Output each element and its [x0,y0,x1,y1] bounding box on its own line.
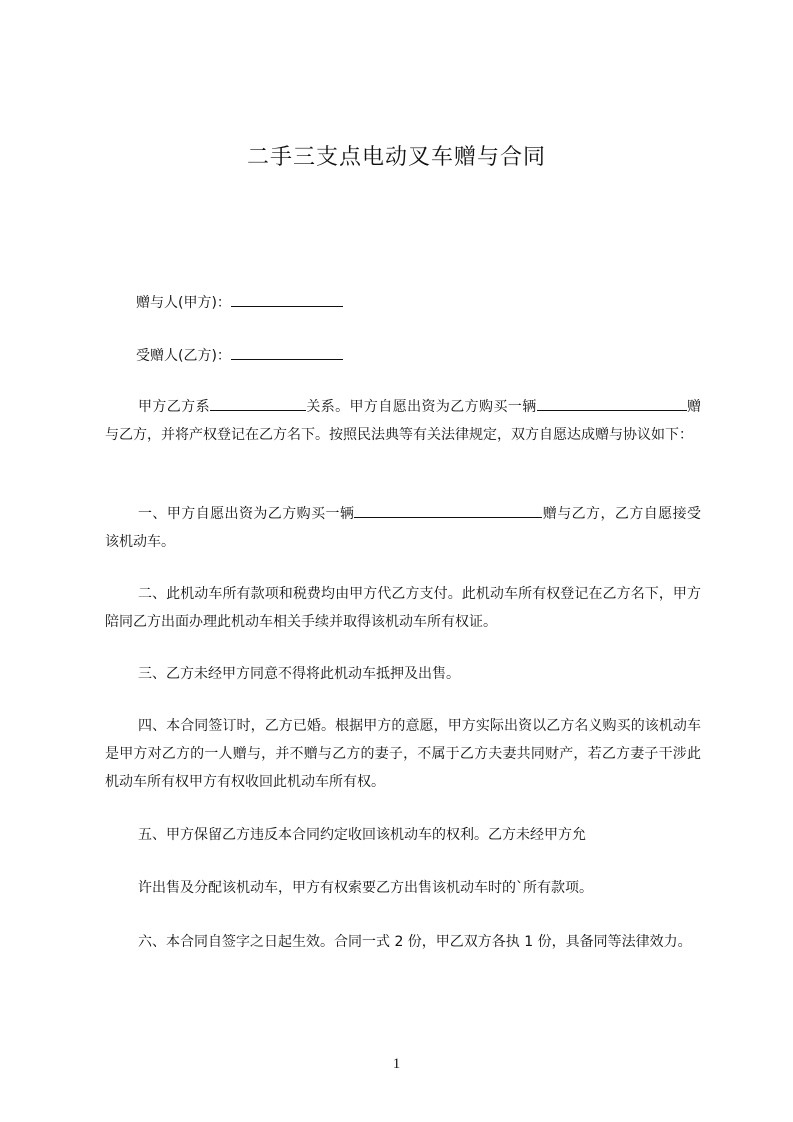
intro-text-3: 赠与乙方，并将产权登记在乙方名下。按照民法典等有关法律规定，双方自愿达成赠与协议如下： [105,399,702,443]
page-number: 1 [392,1056,401,1072]
vehicle-blank [537,396,687,411]
clause-6: 六、本合同自签字之日起生效。合同一式 2 份，甲乙双方各执 1 份，具备同等法律效力。 [138,934,692,950]
intro-text-1: 甲方乙方系 [138,399,210,415]
donor-line [136,292,343,312]
donee-blank [231,345,343,360]
clause-5-part-1: 五、甲方保留乙方违反本合同约定收回该机动车的权利。乙方未经甲方允 [138,827,586,843]
clause-1-text-2: 赠与乙方，乙方自愿接受该机动车。 [105,506,702,550]
clause-2: 二、此机动车所有款项和税费均由甲方代乙方支付。此机动车所有权登记在乙方名下，甲方陪同乙方出面办理此机动车相关手续并取得该机动车所有权证。 [105,586,701,630]
clause-1 [105,500,701,556]
donee-line [136,345,343,365]
donor-blank [231,292,343,307]
clause-3: 三、乙方未经甲方同意不得将此机动车抵押及出售。 [138,666,460,682]
donee-label: 受赠人(乙方)： [136,348,231,364]
clause-4: 四、本合同签订时，乙方已婚。根据甲方的意愿，甲方实际出资以乙方名义购买的该机动车是甲方对乙方的一人赠与，并不赠与乙方的妻子，不属于乙方夫妻共同财产，若乙方妻子干涉此机动车所有权甲方有权收回此机动车所有权。 [105,718,701,790]
clause-1-text-1: 一、甲方自愿出资为乙方购买一辆 [138,506,355,522]
intro-paragraph [105,393,701,449]
donor-label: 赠与人(甲方)： [136,295,231,311]
clause-1-blank [354,503,542,518]
page-title: 二手三支点电动叉车赠与合同 [246,145,546,170]
clause-5-part-2: 许出售及分配该机动车，甲方有权索要乙方出售该机动车时的`所有款项。 [138,880,593,896]
relationship-blank [210,396,306,411]
intro-text-2: 关系。甲方自愿出资为乙方购买一辆 [305,399,537,415]
